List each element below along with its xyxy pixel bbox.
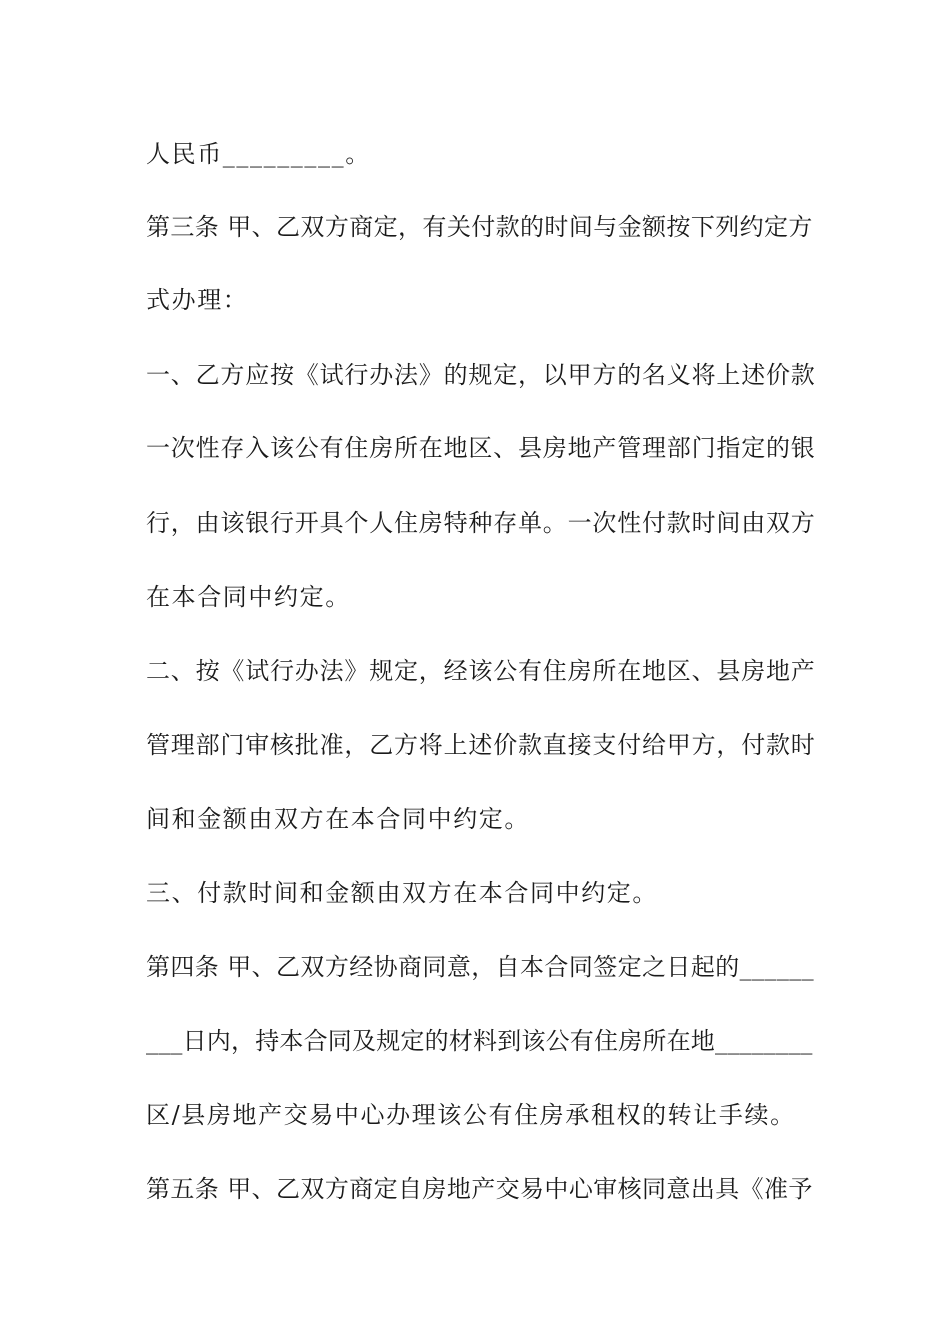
- text-line: 管理部门审核批准，乙方将上述价款直接支付给甲方，付款时: [146, 731, 816, 759]
- text-line: 一次性存入该公有住房所在地区、县房地产管理部门指定的银: [146, 434, 816, 462]
- text-line: 三、付款时间和金额由双方在本合同中约定。: [146, 879, 658, 907]
- text-line: 二、按《试行办法》规定，经该公有住房所在地区、县房地产: [146, 657, 816, 685]
- text-line: 人民币_________。: [146, 140, 371, 168]
- text-line: 第五条 甲、乙双方商定自房地产交易中心审核同意出具《准予: [146, 1175, 813, 1203]
- text-line: 第三条 甲、乙双方商定，有关付款的时间与金额按下列约定方: [146, 213, 813, 241]
- text-line: 一、乙方应按《试行办法》的规定，以甲方的名义将上述价款: [146, 361, 816, 389]
- text-line: 间和金额由双方在本合同中约定。: [146, 805, 530, 833]
- text-line: 式办理：: [146, 286, 249, 314]
- text-line: 第四条 甲、乙双方经协商同意，自本合同签定之日起的______: [146, 953, 815, 981]
- text-line: ___日内，持本合同及规定的材料到该公有住房所在地________: [146, 1027, 813, 1055]
- text-line: 区/县房地产交易中心办理该公有住房承租权的转让手续。: [146, 1101, 796, 1129]
- text-line: 行，由该银行开具个人住房特种存单。一次性付款时间由双方: [146, 509, 816, 537]
- text-line: 在本合同中约定。: [146, 583, 351, 611]
